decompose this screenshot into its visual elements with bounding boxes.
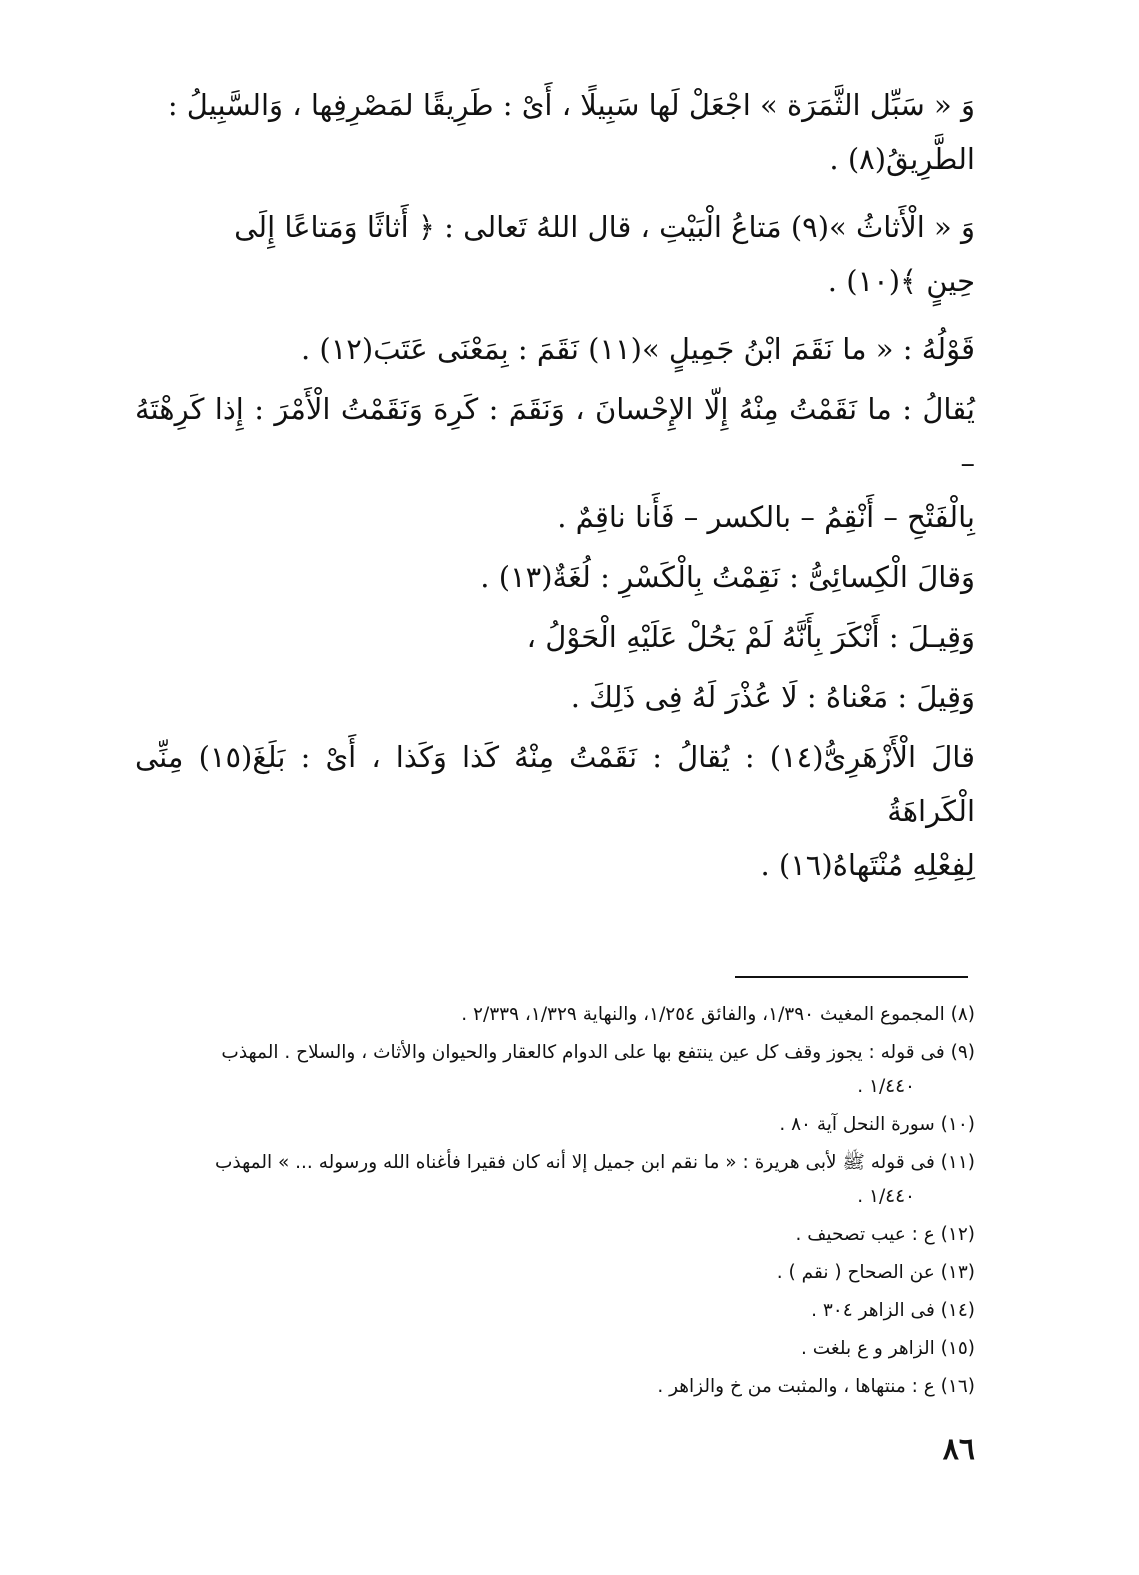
text-line: حِينٍ ﴾(١٠) . (827, 264, 975, 298)
text-line: الطَّرِيقُ(٨) . (829, 142, 975, 176)
text-line: لِفِعْلِهِ مُنْتَهاهُ(١٦) . (760, 848, 975, 882)
text-line: يُقالُ : ما نَقَمْتُ مِنْهُ إِلّا الإِحْسانَ ، وَنَقَمَ : كَرِهَ وَنَقَمْتُ الْأَمْرَ : إِذا كَرِهْتَهُ – (135, 392, 975, 480)
paragraph-sabbil (135, 78, 975, 186)
footnote-separator (735, 976, 968, 978)
footnote-16: (١٦) ع : منتهاها ، والمثبت من خ والزاهر . (657, 1376, 975, 1397)
text-line: قالَ الْأَزْهَرِىُّ(١٤) : يُقالُ : نَقَمْتُ مِنْهُ كَذا وَكَذا ، أَىْ : بَلَغَ(١٥) مِنِّى الْكَراهَةُ (135, 740, 975, 828)
text-line: وَ « سَبِّل الثَّمَرَة » اجْعَلْ لَها سَبِيلًا ، أَىْ : طَرِيقًا لمَصْرِفِها ، وَالسَّبِيلُ : (167, 88, 975, 122)
main-text (135, 78, 975, 898)
footnote-line: (٩) فى قوله : يجوز وقف كل عين ينتفع بها على الدوام كالعقار والحيوان والأثاث ، والسلاح . المهذب (221, 1042, 975, 1063)
paragraph-yuqalu (135, 382, 975, 544)
text-line: بِالْفَتْحِ – أَنْقِمُ – بالكسر – فَأَنا ناقِمٌ . (557, 500, 975, 534)
footnote-9 (135, 1036, 975, 1104)
paragraph-naqama: قَوْلُهُ : « ما نَقَمَ ابْنُ جَمِيلٍ »(١١) نَقَمَ : بِمَعْنَى عَتَبَ(١٢) . (300, 332, 975, 366)
paragraph-qila-maanahu: وَقِيلَ : مَعْناهُ : لَا عُذْرَ لَهُ فِى ذَلِكَ . (570, 680, 975, 714)
footnote-13: (١٣) عن الصحاح ( نقم ) . (776, 1262, 975, 1283)
footnote-12: (١٢) ع : عيب تصحيف . (795, 1224, 975, 1245)
footnote-15: (١٥) الزاهر و ع بلغت . (800, 1338, 975, 1359)
paragraph-qila-ankara: وَقِيـلَ : أَنْكَرَ بِأَنَّهُ لَمْ يَحُلْ عَلَيْهِ الْحَوْلُ ، (526, 620, 975, 654)
page-number: ٨٦ (942, 1432, 975, 1467)
footnote-line: ١/٤٤٠ . (857, 1076, 915, 1097)
footnote-line: (١١) فى قوله ﷺ لأبى هريرة : « ما نقم ابن جميل إلا أنه كان فقيرا فأغناه الله ورسوله ... » المهذب (214, 1152, 975, 1173)
paragraph-athath (135, 200, 975, 308)
paragraph-kisai: وَقالَ الْكِسائِىُّ : نَقِمْتُ بِالْكَسْرِ : لُغَةٌ(١٣) . (480, 560, 975, 594)
footnotes (135, 998, 975, 1408)
footnote-line: ١/٤٤٠ . (857, 1186, 915, 1207)
footnote-14: (١٤) فى الزاهر ٣٠٤ . (811, 1300, 975, 1321)
footnote-8: (٨) المجموع المغيث ١/٣٩٠، والفائق ١/٢٥٤، والنهاية ١/٣٢٩، ٢/٣٣٩ . (461, 1004, 975, 1025)
paragraph-azhari (135, 730, 975, 892)
footnote-10: (١٠) سورة النحل آية ٨٠ . (779, 1114, 975, 1135)
text-line: وَ « الْأَثاثُ »(٩) مَتاعُ الْبَيْتِ ، قال اللهُ تَعالى : ﴿ أَثاثًا وَمَتاعًا إِلَى (234, 210, 975, 244)
footnote-11 (135, 1146, 975, 1214)
